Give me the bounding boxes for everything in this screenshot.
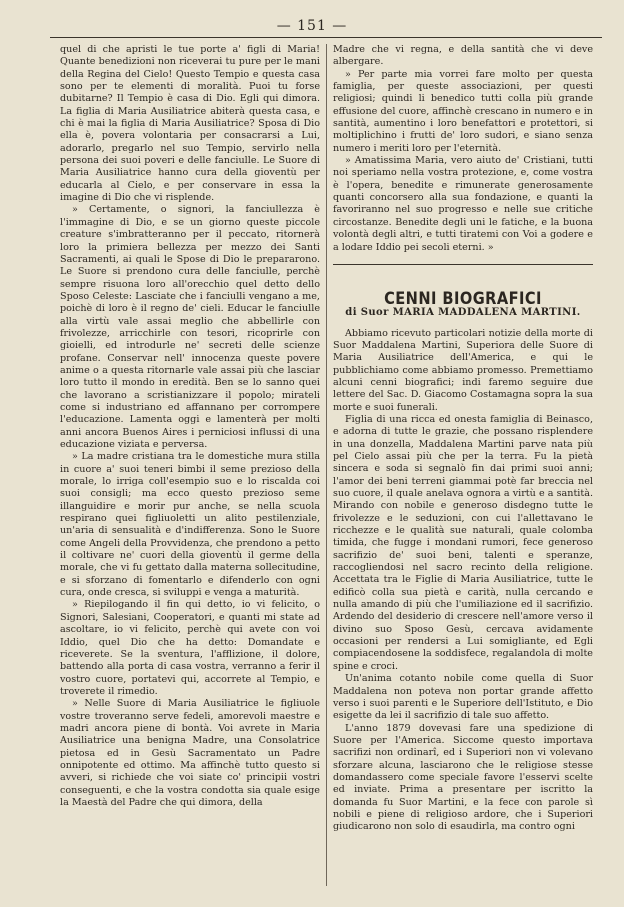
section-title: CENNI BIOGRAFICI — [384, 288, 542, 309]
paragraph: Abbiamo ricevuto particolari notizie della morte di Suor Maddalena Martini, Superiora delle Suore di Maria Ausiliatrice dell'America, e qui le pubblichiamo come abbiamo promesso. Premettiamo alcuni cenni biografici; indi faremo seguire due lettere del Sac. D. Giacomo Costamagna sopra la sua morte e suoi funerali. — [333, 327, 593, 413]
paragraph: Figlia di una ricca ed onesta famiglia di Beinasco, e adorna di tutte le grazie, che possano risplendere in una donzella, Maddalena Martini parve nata più pel Cielo assai più che per la terra. Fu la pietà sincera e soda si segnalò fin dai primi suoi anni; l'amor dei beni terreni giammai potè far breccia nel suo cuore, il quale anelava ognora a virtù e a santità. Mirando con nobile e generoso disdegno tutte le frivolezze e le seduzioni, con cui l'allettavano le ricchezze e le qualità sue naturali, quale colomba timida, che fugge i mondani rumori, fece generoso sacrifizio de' suoi beni, talenti e speranze, raccogliendosi nel sacro recinto della religione. Accettata tra le Figlie di Maria Ausiliatrice, tutte le edificò colla sua pietà e carità, nulla cercando e nulla amando di più che l'umiliazione ed il sacrifizio. Ardendo del desiderio di crescere nell'amore verso il divino suo Sposo Gesù, cercava avidamente occasioni per rendersi a Lui somigliante, ed Egli compiacendosene la soddisfece, regalandola di molte spine e croci. — [333, 413, 593, 672]
section-subtitle: di Suor MARIA MADDALENA MARTINI. — [345, 307, 581, 319]
paragraph: » Nelle Suore di Maria Ausiliatrice le figliuole vostre troveranno serve fedeli, amorevoli maestre e madri ancora piene di bontà. Voi avrete in Maria Ausiliatrice una benigna Madre, una Consolatrice pietosa ed in Gesù Sacramentato un Padre onnipotente ed ottimo. Ma affinchè tutto questo si avveri, si richiede che voi siate co' principii vostri conseguenti, e che la vostra condotta sia quale esige la Maestà del Padre che qui dimora, della — [60, 698, 320, 808]
header-rule — [50, 37, 602, 38]
paragraph: » Riepilogando il fin qui detto, io vi felicito, o Signori, Salesiani, Cooperatori, e quanti mi state ad ascoltare, io vi felicito, perchè qui avete con voi Iddio, quel Dio che ha detto: Domandate e riceverete. Se la sventura, l'afflizione, il dolore, battendo alla porta di casa vostra, verranno a ferir il vostro cuore, portatevi qui, accorrete al Tempio, e troverete il rimedio. — [60, 599, 320, 697]
paragraph: » Certamente, o signori, la fanciullezza è l'immagine di Dio, e se un giorno queste piccole creature s'imbratteranno per il peccato, ritornerà loro la primiera bellezza per mezzo dei Santi Sacramenti, ai quali le Spose di Dio le prepararono. Le Suore si prendono cura delle fanciulle, perchè sempre risuona loro all'orecchio quel detto dello Sposo Celeste: Lasciate che i fanciulli vengano a me, poichè di loro è il regno de' cieli. Educar le fanciulle alla virtù vale assai meglio che abbellirle con frivolezze, arricchirle con tesori, ricoprirle con gioielli, ed introdurle ne' secreti delle scienze profane. Conservar nell' innocenza queste povere anime o a questa ritornarle vale assai più che lasciar loro tutto il mondo in eredità. Ben se lo sanno quei che lavorano a scristianizzare il popolo; mirateli come si industriano ed affannano per corrompere l'educazione. Lamenta oggi e lamenterà per molti anni ancora Buenos Aires i perniciosi influssi di una educazione viziata e perversa. — [60, 204, 320, 450]
page-number: — 151 — — [276, 18, 348, 34]
right-column — [333, 44, 593, 834]
paragraph: Madre che vi regna, e della santità che vi deve albergare. — [333, 44, 593, 68]
paragraph: » La madre cristiana tra le domestiche mura stilla in cuore a' suoi teneri bimbi il seme prezioso della morale, lo irriga coll'esempio suo e lo riscalda coi suoi consigli; ma ecco questo prezioso seme illanguidire e morir pur anche, se nella scuola respirano quei figliuoletti un alito pestilenziale, un'aria di sensualità e d'indifferenza. Sono le Suore come Angeli della Provvidenza, che prendono a petto il coltivare ne' cuori della gioventù il germe della morale, che vi fu gettato dalla materna sollecitudine, e si sforzano di fomentarlo e difenderlo con ogni cura, onde cresca, si sviluppi e venga a maturità. — [60, 451, 320, 599]
paragraph: L'anno 1879 dovevasi fare una spedizione di Suore per l'America. Siccome questo importava sacrifizi non ordinarî, ed i Superiori non vi volevano sforzare alcuna, lasciarono che le religiose stesse domandassero come speciale favore l'esservi scelte ed inviate. Prima a presentare per iscritto la domanda fu Suor Martini, e la fece con parole sì nobili e piene di religioso ardore, che i Superiori giudicarono non solo di esaudirla, ma contro ogni — [333, 722, 593, 833]
paragraph: quel di che apristi le tue porte a' figli di Maria! Quante benedizioni non riceverai tu pure per le mani della Regina del Cielo! Questo Tempio e questa casa sono per te elementi di moralità. Puoi tu forse dubitarne? Il Tempio è casa di Dio. Egli qui dimora. La figlia di Maria Ausiliatrice abiterà questa casa, e chi è mai la figlia di Maria Ausiliatrice? Sposa di Dio ella è, povera volontaria per consacrarsi a Lui, adorarlo, pregarlo nel suo Tempio, servirlo nella persona dei suoi poveri e delle fanciulle. Le Suore di Maria Ausiliatrice hanno cura della gioventù per educarla al Cielo, e per conservare in essa la imagine di Dio che vi risplende. — [60, 44, 320, 204]
paragraph: » Amatissima Maria, vero aiuto de' Cristiani, tutti noi speriamo nella vostra protezione, e, come vostra è l'opera, benedite e rimunerate generosamente quanti concorsero alla sua fondazione, e quanti la favoriranno nel suo progresso e nelle sue critiche circostanze. Benedite degli uni le fatiche, e la buona volontà degli altri, e tutti tiratemi con Voi a godere e a lodare Iddio pei secoli eterni. » — [333, 155, 593, 253]
column-divider — [326, 44, 327, 886]
paragraph: Un'anima cotanto nobile come quella di Suor Maddalena non poteva non portar grande affetto verso i suoi parenti e le Superiore dell'Istituto, e Dio esigette da lei il sacrifizio di tale suo affetto. — [333, 673, 593, 722]
left-column — [60, 44, 320, 809]
paragraph: » Per parte mia vorrei fare molto per questa famiglia, per queste associazioni, per questi religiosi; quindi li benedico tutti colla più grande effusione del cuore, affinchè crescano in numero e in santità, aumentino i loro benefattori e protettori, si moltiplichino i frutti de' loro sudori, e siano senza numero i meriti loro per l'eternità. — [333, 68, 593, 154]
section-rule — [333, 264, 593, 265]
